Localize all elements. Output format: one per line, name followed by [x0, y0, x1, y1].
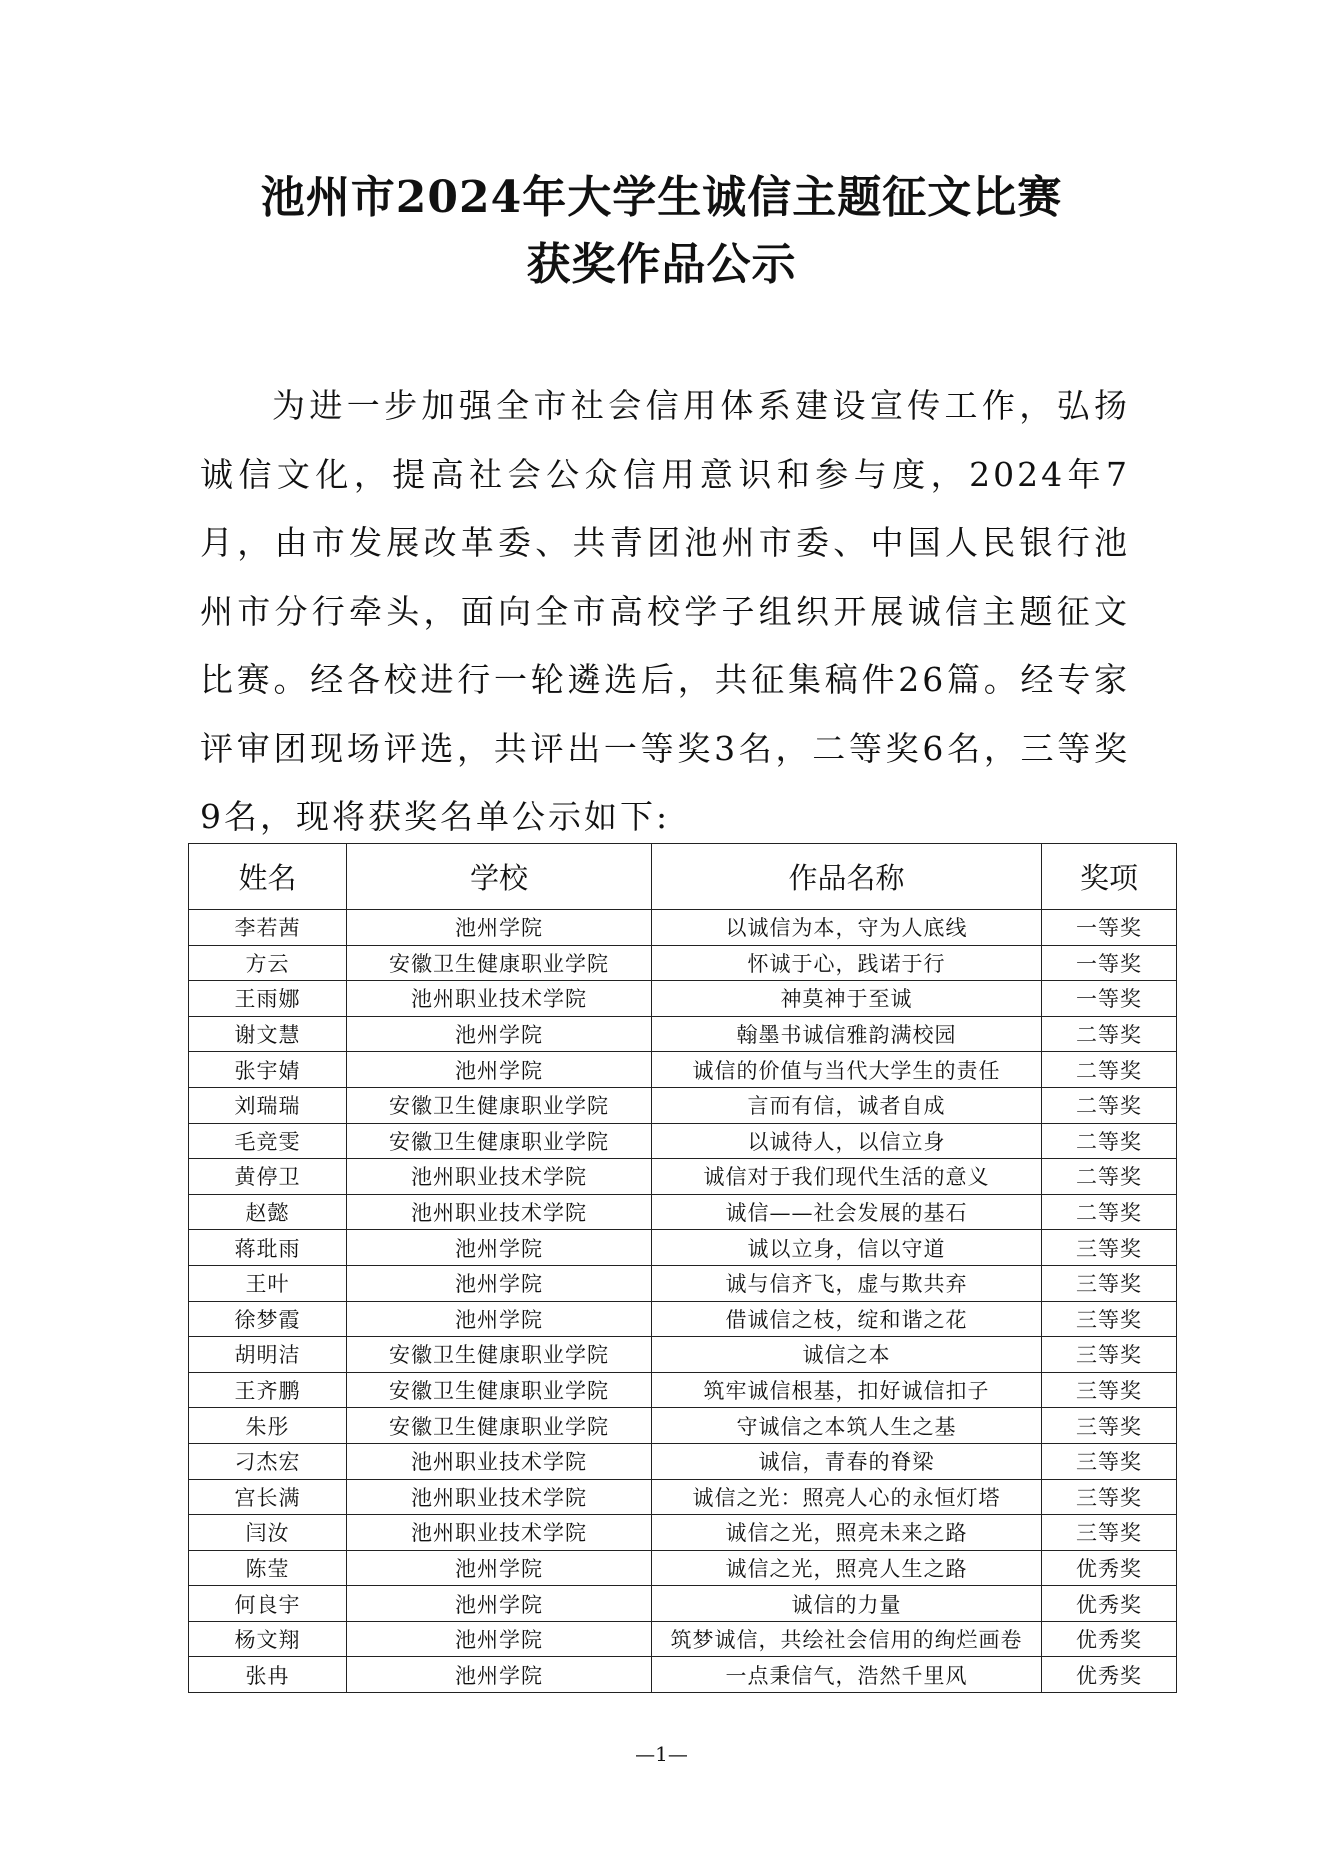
cell-school: 池州学院	[347, 1016, 652, 1052]
table-header-row	[189, 844, 1177, 910]
table-row	[189, 1016, 1177, 1052]
cell-award: 三等奖	[1042, 1479, 1177, 1515]
cell-award: 三等奖	[1042, 1372, 1177, 1408]
cell-work-title: 诚信之光：照亮人心的永恒灯塔	[652, 1479, 1042, 1515]
cell-name: 张冉	[189, 1657, 347, 1693]
table-row	[189, 1586, 1177, 1622]
intro-paragraph: 为进一步加强全市社会信用体系建设宣传工作，弘扬诚信文化，提高社会公众信用意识和参与度，2024年7月，由市发展改革委、共青团池州市委、中国人民银行池州市分行牵头，面向全市高校学子组织开展诚信主题征文比赛。经各校进行一轮遴选后，共征集稿件26篇。经专家评审团现场评选，共评出一等奖3名，二等奖6名，三等奖9名，现将获奖名单公示如下:	[200, 386, 1130, 836]
cell-award: 二等奖	[1042, 1194, 1177, 1230]
table-row	[189, 1052, 1177, 1088]
cell-name: 刘瑞瑞	[189, 1087, 347, 1123]
cell-school: 池州学院	[347, 1586, 652, 1622]
cell-award: 一等奖	[1042, 910, 1177, 946]
cell-school: 池州学院	[347, 1621, 652, 1657]
cell-name: 何良宇	[189, 1586, 347, 1622]
table-row	[189, 1123, 1177, 1159]
cell-work-title: 守诚信之本筑人生之基	[652, 1408, 1042, 1444]
cell-award: 三等奖	[1042, 1443, 1177, 1479]
header-work-title: 作品名称	[652, 844, 1042, 910]
cell-name: 蒋玭雨	[189, 1230, 347, 1266]
cell-work-title: 神莫神于至诚	[652, 981, 1042, 1017]
awards-table	[188, 843, 1177, 1693]
cell-work-title: 以诚待人，以信立身	[652, 1123, 1042, 1159]
cell-name: 陈莹	[189, 1550, 347, 1586]
cell-award: 优秀奖	[1042, 1621, 1177, 1657]
cell-school: 安徽卫生健康职业学院	[347, 1337, 652, 1373]
cell-school: 安徽卫生健康职业学院	[347, 1123, 652, 1159]
table-row	[189, 1230, 1177, 1266]
cell-award: 二等奖	[1042, 1087, 1177, 1123]
cell-work-title: 诚信对于我们现代生活的意义	[652, 1159, 1042, 1195]
cell-school: 池州学院	[347, 1230, 652, 1266]
cell-work-title: 以诚信为本，守为人底线	[652, 910, 1042, 946]
cell-work-title: 借诚信之枝，绽和谐之花	[652, 1301, 1042, 1337]
cell-work-title: 一点秉信气，浩然千里风	[652, 1657, 1042, 1693]
cell-school: 安徽卫生健康职业学院	[347, 1408, 652, 1444]
cell-award: 一等奖	[1042, 981, 1177, 1017]
cell-school: 池州职业技术学院	[347, 981, 652, 1017]
table-row	[189, 1265, 1177, 1301]
table-row	[189, 981, 1177, 1017]
cell-award: 三等奖	[1042, 1515, 1177, 1551]
header-school: 学校	[347, 844, 652, 910]
cell-name: 王雨娜	[189, 981, 347, 1017]
cell-work-title: 诚信——社会发展的基石	[652, 1194, 1042, 1230]
table-row	[189, 1337, 1177, 1373]
cell-award: 优秀奖	[1042, 1657, 1177, 1693]
cell-name: 闫汝	[189, 1515, 347, 1551]
table-row	[189, 910, 1177, 946]
cell-award: 三等奖	[1042, 1301, 1177, 1337]
page-number: —1—	[635, 1742, 688, 1766]
cell-work-title: 诚信之光，照亮人生之路	[652, 1550, 1042, 1586]
cell-name: 毛竞雯	[189, 1123, 347, 1159]
cell-school: 池州学院	[347, 1657, 652, 1693]
cell-award: 优秀奖	[1042, 1586, 1177, 1622]
cell-name: 徐梦霞	[189, 1301, 347, 1337]
table-row	[189, 1408, 1177, 1444]
cell-school: 安徽卫生健康职业学院	[347, 1087, 652, 1123]
table-row	[189, 1087, 1177, 1123]
cell-name: 方云	[189, 945, 347, 981]
cell-name: 赵懿	[189, 1194, 347, 1230]
cell-name: 王叶	[189, 1265, 347, 1301]
cell-work-title: 怀诚于心，践诺于行	[652, 945, 1042, 981]
cell-work-title: 诚与信齐飞，虚与欺共弃	[652, 1265, 1042, 1301]
cell-award: 二等奖	[1042, 1123, 1177, 1159]
cell-work-title: 诚信的力量	[652, 1586, 1042, 1622]
cell-school: 池州学院	[347, 1301, 652, 1337]
cell-school: 池州职业技术学院	[347, 1479, 652, 1515]
cell-award: 三等奖	[1042, 1337, 1177, 1373]
cell-name: 谢文慧	[189, 1016, 347, 1052]
cell-work-title: 翰墨书诚信雅韵满校园	[652, 1016, 1042, 1052]
table-row	[189, 1515, 1177, 1551]
cell-name: 胡明洁	[189, 1337, 347, 1373]
cell-award: 优秀奖	[1042, 1550, 1177, 1586]
cell-award: 三等奖	[1042, 1265, 1177, 1301]
cell-school: 安徽卫生健康职业学院	[347, 1372, 652, 1408]
header-award: 奖项	[1042, 844, 1177, 910]
cell-work-title: 诚以立身，信以守道	[652, 1230, 1042, 1266]
cell-name: 李若茜	[189, 910, 347, 946]
cell-work-title: 筑梦诚信，共绘社会信用的绚烂画卷	[652, 1621, 1042, 1657]
cell-school: 池州学院	[347, 910, 652, 946]
cell-award: 三等奖	[1042, 1230, 1177, 1266]
cell-work-title: 诚信之光，照亮未来之路	[652, 1515, 1042, 1551]
cell-name: 杨文翔	[189, 1621, 347, 1657]
cell-school: 池州职业技术学院	[347, 1159, 652, 1195]
cell-work-title: 言而有信，诚者自成	[652, 1087, 1042, 1123]
cell-work-title: 诚信的价值与当代大学生的责任	[652, 1052, 1042, 1088]
cell-work-title: 诚信，青春的脊梁	[652, 1443, 1042, 1479]
cell-award: 一等奖	[1042, 945, 1177, 981]
cell-award: 二等奖	[1042, 1159, 1177, 1195]
cell-award: 二等奖	[1042, 1052, 1177, 1088]
cell-award: 三等奖	[1042, 1408, 1177, 1444]
table-row	[189, 1159, 1177, 1195]
cell-school: 池州学院	[347, 1265, 652, 1301]
document-title-line-2: 获奖作品公示	[526, 239, 797, 290]
cell-school: 池州学院	[347, 1052, 652, 1088]
cell-school: 池州学院	[347, 1550, 652, 1586]
table-row	[189, 1550, 1177, 1586]
cell-name: 张宇婧	[189, 1052, 347, 1088]
cell-school: 池州职业技术学院	[347, 1515, 652, 1551]
table-row	[189, 1657, 1177, 1693]
cell-work-title: 筑牢诚信根基，扣好诚信扣子	[652, 1372, 1042, 1408]
awards-table-body	[189, 910, 1177, 1693]
cell-award: 二等奖	[1042, 1016, 1177, 1052]
table-row	[189, 1479, 1177, 1515]
cell-name: 宫长满	[189, 1479, 347, 1515]
cell-work-title: 诚信之本	[652, 1337, 1042, 1373]
table-row	[189, 1443, 1177, 1479]
cell-name: 朱彤	[189, 1408, 347, 1444]
table-row	[189, 1301, 1177, 1337]
table-row	[189, 1372, 1177, 1408]
cell-school: 池州职业技术学院	[347, 1194, 652, 1230]
cell-name: 王齐鹏	[189, 1372, 347, 1408]
table-row	[189, 1621, 1177, 1657]
cell-school: 安徽卫生健康职业学院	[347, 945, 652, 981]
document-title-line-1: 池州市2024年大学生诚信主题征文比赛	[260, 172, 1063, 223]
table-row	[189, 1194, 1177, 1230]
table-row	[189, 945, 1177, 981]
cell-name: 刁杰宏	[189, 1443, 347, 1479]
header-name: 姓名	[189, 844, 347, 910]
cell-school: 池州职业技术学院	[347, 1443, 652, 1479]
cell-name: 黄停卫	[189, 1159, 347, 1195]
